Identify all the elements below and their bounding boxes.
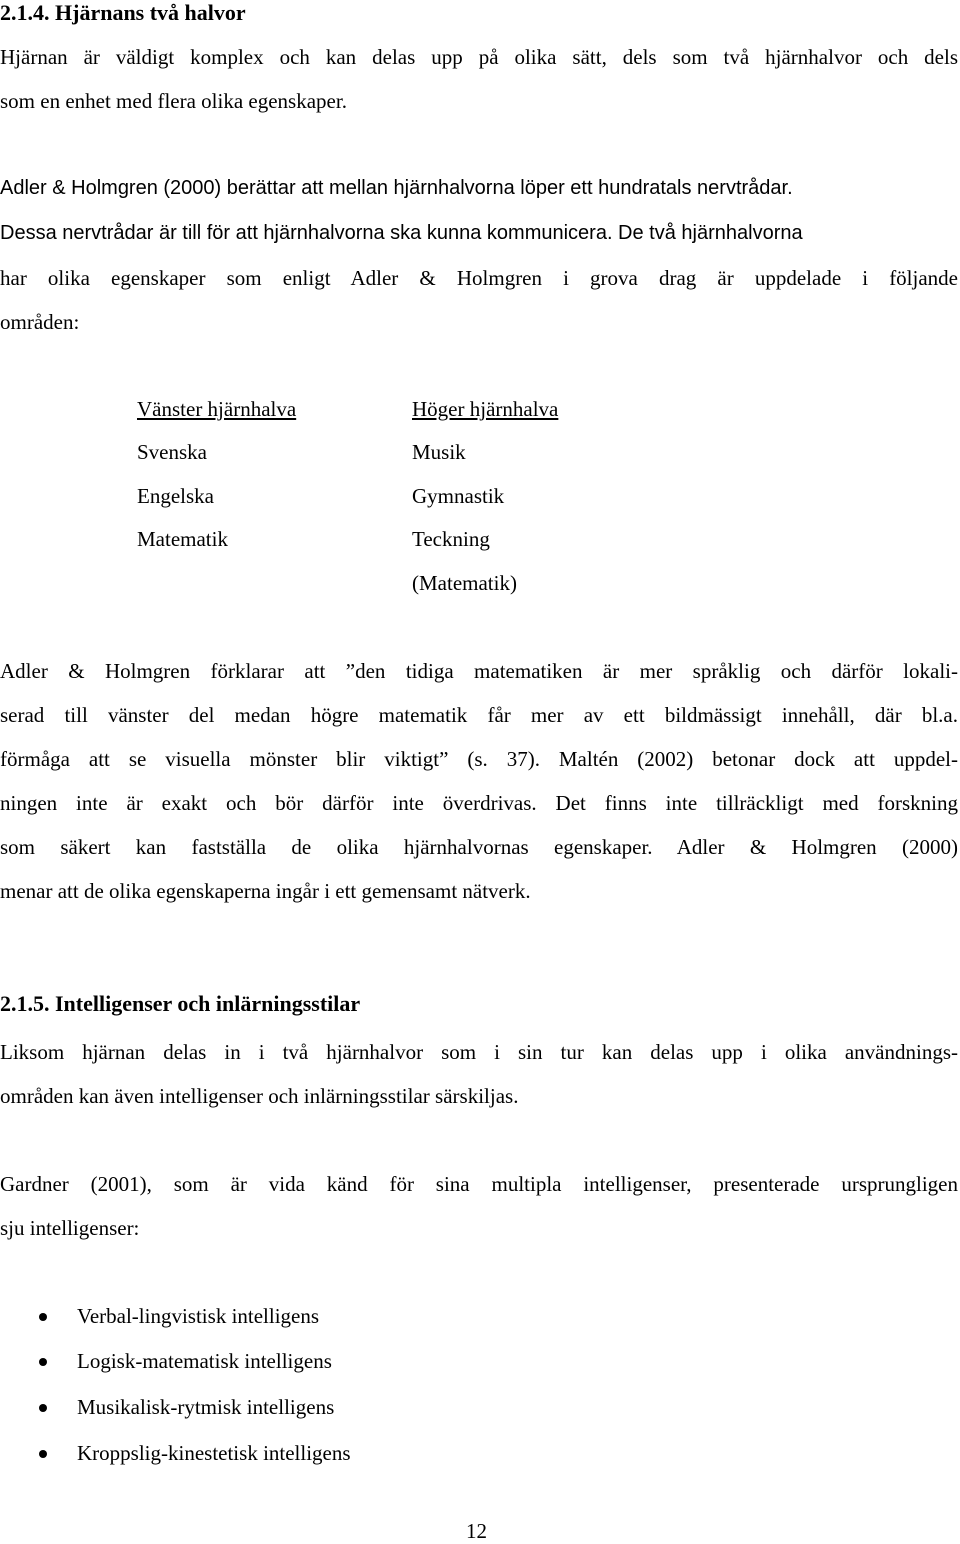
left-column-item: Engelska <box>137 484 214 508</box>
paragraph-line: har olika egenskaper som enligt Adler & Holmgren i grova drag är uppdelade i följande <box>0 266 958 290</box>
paragraph-line: Gardner (2001), som är vida känd för sina multipla intelligenser, presenterade ursprungligen <box>0 1172 958 1196</box>
bullet-icon <box>39 1358 47 1366</box>
list-item: Verbal-lingvistisk intelligens <box>77 1304 320 1328</box>
bullet-icon <box>39 1313 47 1321</box>
section-heading <box>0 991 360 1017</box>
paragraph-line: som en enhet med flera olika egenskaper. <box>0 89 347 113</box>
page-number: 12 <box>466 1519 487 1543</box>
left-column-item: Matematik <box>137 527 228 551</box>
paragraph-line: sju intelligenser: <box>0 1216 140 1240</box>
paragraph-line: områden kan även intelligenser och inlärningsstilar särskiljas. <box>0 1084 519 1108</box>
paragraph-line: förmåga att se visuella mönster blir viktigt” (s. 37). Maltén (2002) betonar dock att uppdel- <box>0 747 958 771</box>
paragraph-line: Hjärnan är väldigt komplex och kan delas upp på olika sätt, dels som två hjärnhalvor och dels <box>0 45 958 69</box>
paragraph-line: Adler & Holmgren förklarar att ”den tidiga matematiken är mer språklig och därför lokali- <box>0 659 958 683</box>
paragraph-line: ningen inte är exakt och bör därför inte överdrivas. Det finns inte tillräckligt med forskning <box>0 791 958 815</box>
paragraph-line: som säkert kan fastställa de olika hjärnhalvornas egenskaper. Adler & Holmgren (2000) <box>0 835 958 859</box>
list-item: Kroppslig-kinestetisk intelligens <box>77 1441 351 1465</box>
list-item: Musikalisk-rytmisk intelligens <box>77 1395 335 1419</box>
right-column-item: Gymnastik <box>412 484 505 508</box>
right-column-item: Musik <box>412 440 466 464</box>
list-item: Logisk-matematisk intelligens <box>77 1349 332 1373</box>
bullet-icon <box>39 1404 47 1412</box>
section-heading: 2.1.4. Hjärnans två halvor <box>0 0 246 25</box>
right-column-header: Höger hjärnhalva <box>412 397 559 421</box>
right-column-item: Teckning <box>412 527 490 551</box>
section-heading-number: 2.1.5. <box>0 991 50 1016</box>
section-heading-text: Intelligenser och inlärningsstilar <box>55 991 361 1016</box>
left-column-item: Svenska <box>137 440 207 464</box>
paragraph-line: områden: <box>0 310 80 334</box>
bullet-icon <box>39 1450 47 1458</box>
paragraph-line: Adler & Holmgren (2000) berättar att mellan hjärnhalvorna löper ett hundratals nervtrådar. <box>0 177 793 199</box>
paragraph-line: Dessa nervtrådar är till för att hjärnhalvorna ska kunna kommunicera. De två hjärnhalvorna <box>0 222 803 244</box>
paragraph-line: menar att de olika egenskaperna ingår i ett gemensamt nätverk. <box>0 879 531 903</box>
left-column-header: Vänster hjärnhalva <box>137 397 297 421</box>
paragraph-line: Liksom hjärnan delas in i två hjärnhalvor som i sin tur kan delas upp i olika användnings- <box>0 1040 958 1064</box>
paragraph-line: serad till vänster del medan högre matematik får mer av ett bildmässigt innehåll, där bl.a. <box>0 703 958 727</box>
right-column-item: (Matematik) <box>412 571 517 595</box>
